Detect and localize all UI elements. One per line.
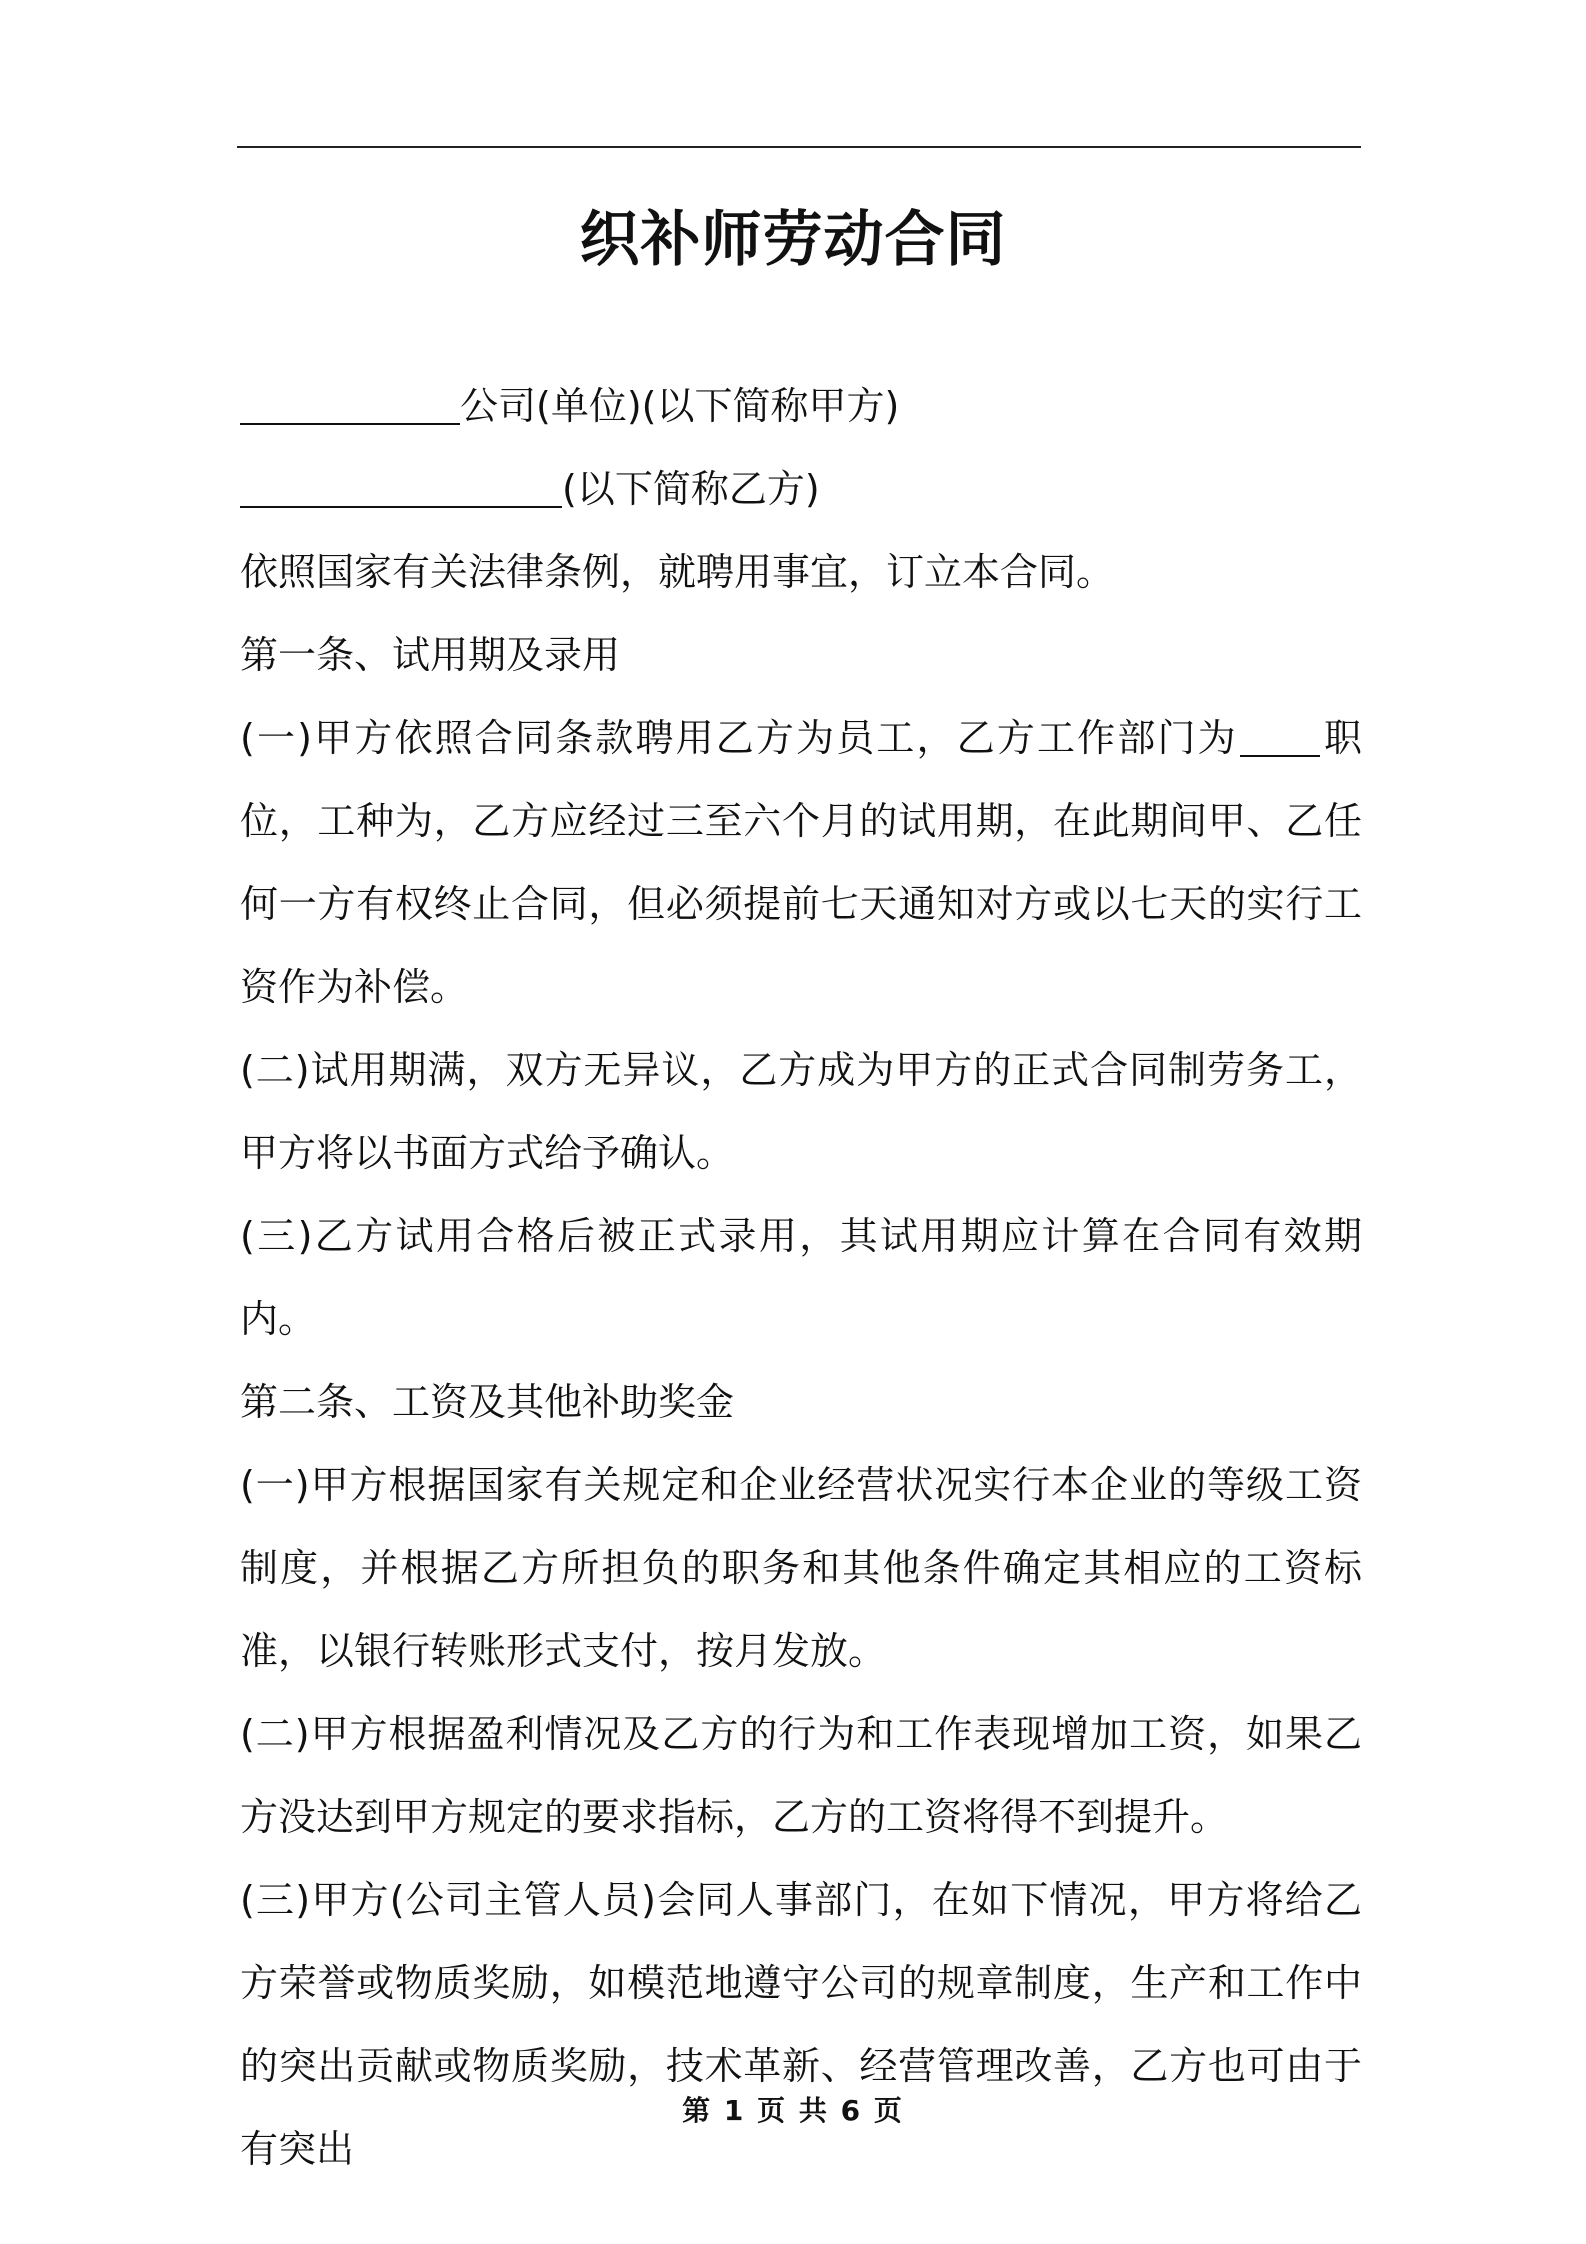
- article-2-item-2: (二)甲方根据盈利情况及乙方的行为和工作表现增加工资，如果乙方没达到甲方规定的要求指标，乙方的工资将得不到提升。: [240, 1712, 1362, 1839]
- contract-body: [240, 365, 1362, 2191]
- article-1-item-2: (二)试用期满，双方无异议，乙方成为甲方的正式合同制劳务工，甲方将以书面方式给予确认。: [240, 1048, 1362, 1175]
- article-1-item-1: [240, 697, 1362, 1029]
- party-b-line: [240, 448, 1362, 531]
- page-number: 第 1 页 共 6 页: [682, 2094, 904, 2127]
- article-1-item-3: (三)乙方试用合格后被正式录用，其试用期应计算在合同有效期内。: [240, 1214, 1362, 1341]
- intro-paragraph: 依照国家有关法律条例，就聘用事宜，订立本合同。: [240, 550, 1115, 594]
- article-1-item-1-text-a: (一)甲方依照合同条款聘用乙方为员工，乙方工作部门为: [240, 716, 1238, 760]
- article-2-item-3: (三)甲方(公司主管人员)会同人事部门，在如下情况，甲方将给乙方荣誉或物质奖励，如模范地遵守公司的规章制度，生产和工作中的突出贡献或物质奖励，技术革新、经营管理改善，乙方也可由于有突出: [240, 1878, 1362, 2171]
- article-2-heading: 第二条、工资及其他补助奖金: [240, 1380, 735, 1424]
- party-b-label: (以下简称乙方): [562, 467, 820, 511]
- article-1-item-1-text-b: 职位，工种为，乙方应经过三至六个月的试用期，在此期间甲、乙任何一方有权终止合同，但必须提前七天通知对方或以七天的实行工资作为补偿。: [240, 716, 1362, 1009]
- party-a-label: 公司(单位)(以下简称甲方): [460, 384, 900, 428]
- document-title: 织补师劳动合同: [579, 205, 1007, 275]
- article-1-heading: 第一条、试用期及录用: [240, 633, 621, 677]
- party-b-name-blank: [240, 462, 562, 508]
- header-rule: [237, 146, 1361, 148]
- position-blank: [1240, 711, 1320, 757]
- article-2-item-1: (一)甲方根据国家有关规定和企业经营状况实行本企业的等级工资制度，并根据乙方所担负的职务和其他条件确定其相应的工资标准，以银行转账形式支付，按月发放。: [240, 1463, 1362, 1673]
- party-a-line: [240, 365, 1362, 448]
- company-name-blank: [240, 379, 460, 425]
